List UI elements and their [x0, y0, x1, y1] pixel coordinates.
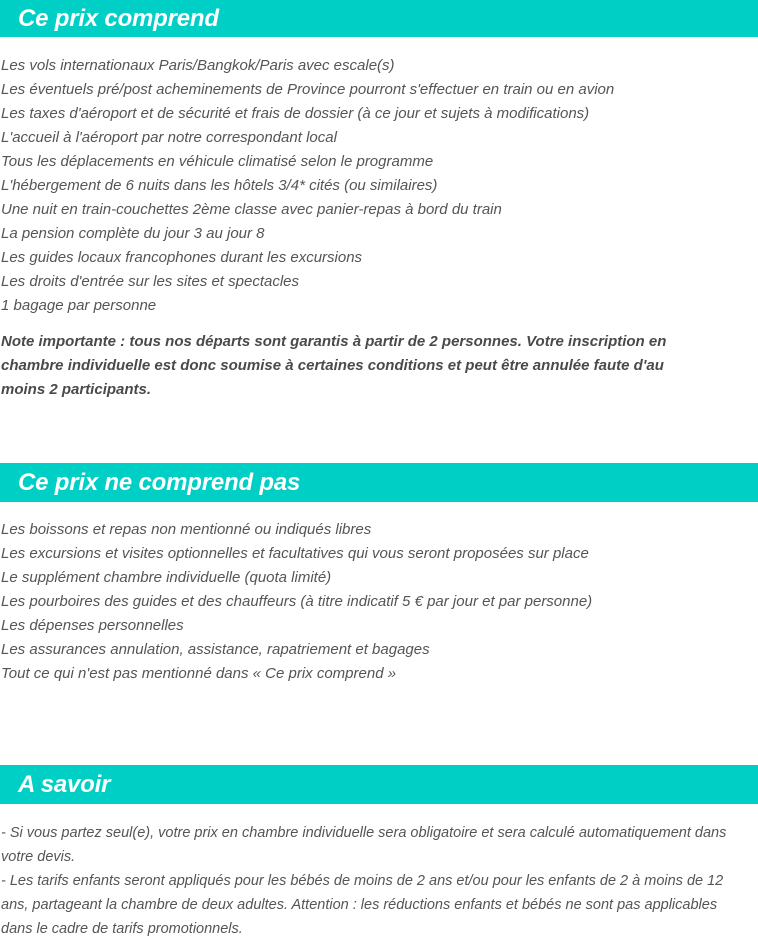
list-item: Tout ce qui n'est pas mentionné dans « Ce prix comprend »	[1, 665, 397, 682]
list-item: Les dépenses personnelles	[1, 617, 184, 634]
list-item: Les pourboires des guides et des chauffeurs (à titre indicatif 5 € par jour et par personne)	[1, 593, 593, 610]
paragraph: - Si vous partez seul(e), votre prix en chambre individuelle sera obligatoire et sera calculé automatiquement dans votre devis.	[1, 825, 727, 865]
list-item: Les taxes d'aéroport et de sécurité et frais de dossier (à ce jour et sujets à modifications)	[1, 105, 590, 122]
section-header-ce-prix-ne-comprend-pas: Ce prix ne comprend pas	[0, 463, 758, 502]
spacer	[0, 318, 758, 330]
list-item: L'hébergement de 6 nuits dans les hôtels 3/4* cités (ou similaires)	[1, 177, 438, 194]
list-item: La pension complète du jour 3 au jour 8	[1, 225, 265, 242]
excluded-items-list	[0, 518, 758, 686]
spacer	[0, 686, 758, 765]
spacer	[0, 502, 758, 518]
spacer	[0, 804, 758, 821]
section-header-ce-prix-comprend: Ce prix comprend	[0, 0, 758, 37]
list-item: Tous les déplacements en véhicule climatisé selon le programme	[1, 153, 434, 170]
list-item: Les éventuels pré/post acheminements de Province pourront s'effectuer en train ou en avion	[1, 81, 615, 98]
a-savoir-body	[0, 821, 758, 941]
list-item: Les assurances annulation, assistance, rapatriement et bagages	[1, 641, 430, 658]
list-item: Une nuit en train-couchettes 2ème classe avec panier-repas à bord du train	[1, 201, 502, 218]
list-item: Les guides locaux francophones durant les excursions	[1, 249, 363, 266]
paragraph: - Les tarifs enfants seront appliqués pour les bébés de moins de 2 ans et/ou pour les enfants de 2 à moins de 12 ans, partageant la chambre de deux adultes. Attention : les réductions enfants et bébés ne sont pas applicables dans le cadre de tarifs promotionnels.	[1, 873, 724, 937]
list-item: Les boissons et repas non mentionné ou indiqués libres	[1, 521, 372, 538]
list-item: Les vols internationaux Paris/Bangkok/Paris avec escale(s)	[1, 57, 395, 74]
list-item: Les droits d'entrée sur les sites et spectacles	[1, 273, 300, 290]
spacer	[0, 37, 758, 54]
list-item: Le supplément chambre individuelle (quota limité)	[1, 569, 332, 586]
list-item: L'accueil à l'aéroport par notre correspondant local	[1, 129, 337, 146]
important-note: Note importante : tous nos départs sont garantis à partir de 2 personnes. Votre inscription en chambre individuelle est donc soumise à certaines conditions et peut être annulée faute d'au moins 2 participants.	[1, 333, 667, 398]
list-item: 1 bagage par personne	[1, 297, 157, 314]
included-items-list	[0, 54, 758, 318]
section-header-a-savoir: A savoir	[0, 765, 758, 804]
spacer	[0, 402, 758, 463]
list-item: Les excursions et visites optionnelles et facultatives qui vous seront proposées sur place	[1, 545, 589, 562]
